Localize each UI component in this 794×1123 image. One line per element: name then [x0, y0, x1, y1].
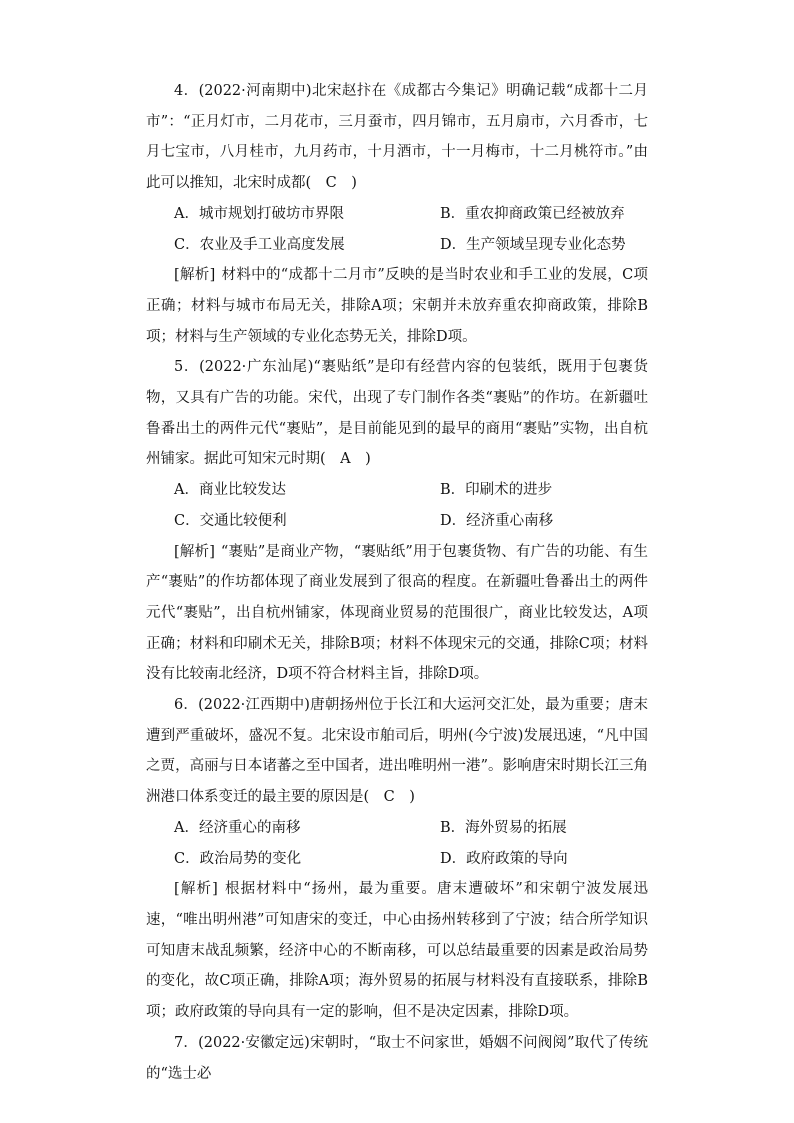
- analysis: [146, 874, 648, 1028]
- option-c: C．政治局势的变化: [174, 850, 302, 867]
- option-d: D．政府政策的导向: [440, 850, 568, 867]
- analysis-text: 材料中的“成都十二月市”反映的是当时农业和手工业的发展，C项正确；材料与城市布局无关，排除A项；宋朝并未放弃重农抑商政策，排除B项；材料与生产领域的专业化态势无关，排除D项。: [146, 267, 648, 345]
- option-a: A．城市规划打破坊市界限: [174, 205, 344, 222]
- option-d: D．生产领域呈现专业化态势: [440, 236, 626, 253]
- analysis-tag: [解析]: [174, 543, 215, 560]
- question-5: [146, 352, 648, 690]
- analysis-text: “裹贴”是商业产物，“裹贴纸”用于包裹货物、有广告的功能、有生产“裹贴”的作坊都体现了商业发展到了很高的程度。在新疆吐鲁番出土的两件元代“裹贴”，出自杭州铺家，体现商业贸易的范围很广，商业比较发达，A项正确；材料和印刷术无关，排除B项；材料不体现宋元的交通，排除C项；材料没有比较南北经济，D项不符合材料主旨，排除D项。: [146, 543, 648, 683]
- option-c: C．交通比较便利: [174, 512, 287, 529]
- analysis: [146, 537, 648, 691]
- options: [146, 199, 648, 260]
- analysis-text: 根据材料中“扬州，最为重要。唐末遭破坏”和宋朝宁波发展迅速，“唯出明州港”可知唐宋的变迁，中心由扬州转移到了宁波；结合所学知识可知唐末战乱频繁，经济中心的不断南移，可以总结最重要的因素是政治局势的变化，故C项正确，排除A项；海外贸易的拓展与材料没有直接联系，排除B项；政府政策的导向具有一定的影响，但不是决定因素，排除D项。: [146, 881, 648, 1021]
- question-stem: 5．(2022·广东汕尾)“裹贴纸”是印有经营内容的包装纸，既用于包裹货物，又具有广告的功能。宋代，出现了专门制作各类“裹贴”的作坊。在新疆吐鲁番出土的两件元代“裹贴”，是目前能见到的最早的商用“裹贴”实物，出自杭州铺家。据此可知宋元时期( A ): [146, 359, 648, 468]
- question-stem: 4．(2022·河南期中)北宋赵抃在《成都古今集记》明确记载“成都十二月市”：“正月灯市，二月花市，三月蚕市，四月锦市，五月扇市，六月香市，七月七宝市，八月桂市，九月药市，十月酒市，十一月梅市，十二月桃符市。”由此可以推知，北宋时成都( C ): [146, 83, 648, 192]
- options: [146, 475, 648, 536]
- question-6: [146, 690, 648, 1028]
- question-7: [146, 1028, 648, 1089]
- option-b: B．重农抑商政策已经被放弃: [440, 205, 625, 222]
- option-b: B．印刷术的进步: [440, 482, 553, 499]
- question-stem: 6．(2022·江西期中)唐朝扬州位于长江和大运河交汇处，最为重要；唐末遭到严重破坏，盛况不复。北宋设市舶司后，明州(今宁波)发展迅速，“凡中国之贾，高丽与日本诸蕃之至中国者，进出唯明州一港”。影响唐宋时期长江三角洲港口体系变迁的最主要的原因是( C ): [146, 697, 648, 806]
- option-d: D．经济重心南移: [440, 512, 554, 529]
- question-4: [146, 76, 648, 352]
- analysis: [146, 260, 648, 352]
- analysis-tag: [解析]: [174, 881, 218, 898]
- option-a: A．经济重心的南移: [174, 819, 301, 836]
- options: [146, 813, 648, 874]
- question-stem: 7．(2022·安徽定远)宋朝时，“取士不问家世，婚姻不问阀阅”取代了传统的“选士必: [146, 1034, 648, 1082]
- option-c: C．农业及手工业高度发展: [174, 236, 345, 253]
- analysis-tag: [解析]: [174, 267, 216, 284]
- option-b: B．海外贸易的拓展: [440, 819, 567, 836]
- option-a: A．商业比较发达: [174, 482, 286, 499]
